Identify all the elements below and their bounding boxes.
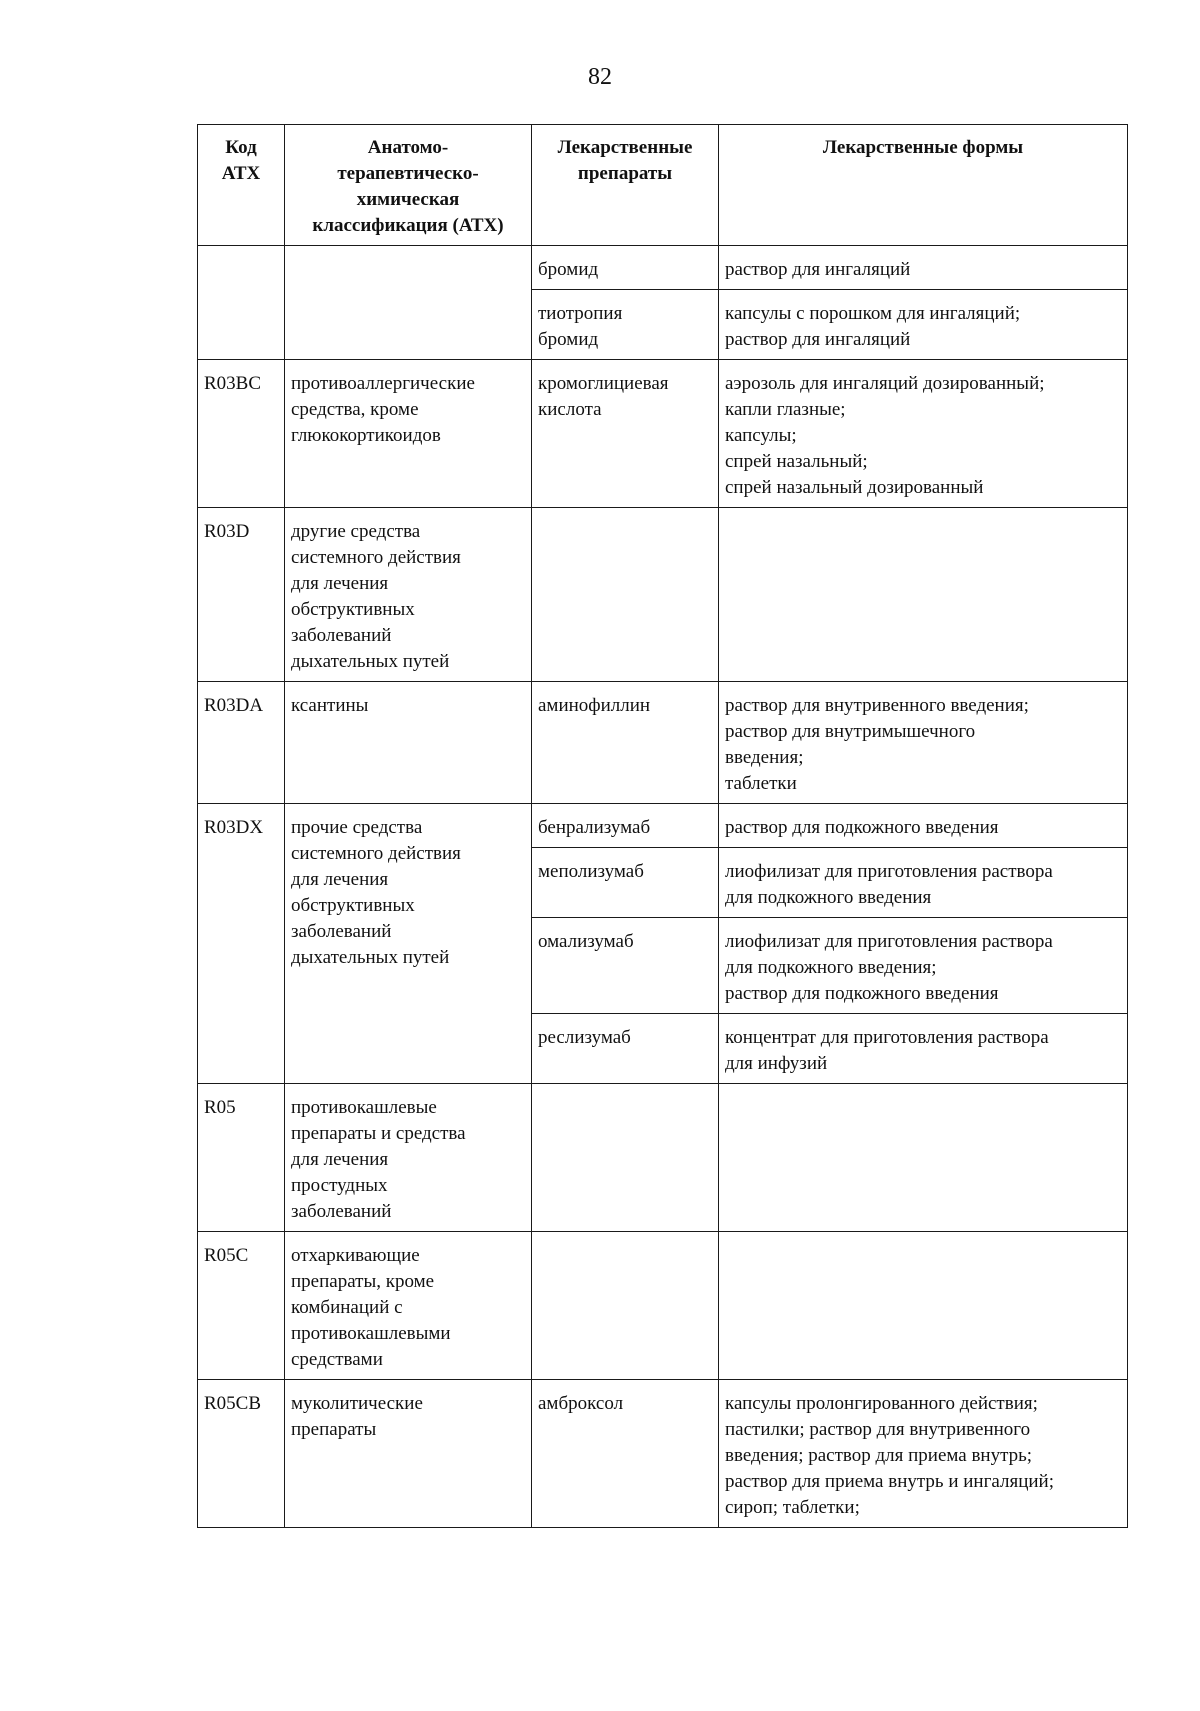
dosage-form-cell: [719, 1232, 1128, 1380]
atx-classification-cell: [285, 1380, 532, 1528]
atx-code-cell-line: R05C: [204, 1245, 249, 1266]
dosage-form-cell-line: капсулы пролонгированного действия;: [725, 1393, 1038, 1414]
dosage-form-cell: [719, 1380, 1128, 1528]
dosage-form-cell-line: лиофилизат для приготовления раствора: [725, 861, 1053, 882]
atx-classification-cell-line: глюкокортикоидов: [291, 425, 441, 446]
atx-classification-cell: [285, 246, 532, 360]
atx-classification-cell-line: муколитические: [291, 1393, 423, 1414]
dosage-form-cell-line: раствор для приема внутрь и ингаляций;: [725, 1471, 1054, 1492]
medicine-cell: [532, 1380, 719, 1528]
atx-classification-cell: [285, 360, 532, 508]
atx-code-cell: [198, 1380, 285, 1528]
dosage-form-cell: [719, 682, 1128, 804]
atx-classification-cell-line: заболеваний: [291, 921, 392, 942]
atx-code-cell-line: R03DA: [204, 695, 264, 716]
dosage-form-cell: [719, 360, 1128, 508]
table-row: [198, 1232, 1128, 1380]
atx-classification-cell: [285, 508, 532, 682]
atx-code-cell: [198, 804, 285, 1084]
header-atx-code-line: Код: [225, 137, 257, 158]
dosage-form-cell-line: раствор для внутривенного введения;: [725, 695, 1029, 716]
atx-code-cell: [198, 682, 285, 804]
table-row: [198, 1380, 1128, 1528]
atx-classification-cell-line: препараты и средства: [291, 1123, 466, 1144]
atx-classification-cell: [285, 1232, 532, 1380]
medicine-cell-line: бромид: [538, 329, 599, 350]
dosage-form-cell-line: введения;: [725, 747, 804, 768]
dosage-form-cell: [719, 1084, 1128, 1232]
dosage-form-cell: [719, 290, 1128, 360]
dosage-form-cell-line: раствор для ингаляций: [725, 259, 911, 280]
atx-classification-cell-line: препараты: [291, 1419, 377, 1440]
table-header: [198, 125, 1128, 246]
header-atx-classification-line: классификация (АТХ): [312, 215, 504, 236]
atx-classification-cell-line: для лечения: [291, 1149, 389, 1170]
atx-code-cell: [198, 508, 285, 682]
atx-classification-cell-line: противокашлевые: [291, 1097, 437, 1118]
atx-classification-cell-line: другие средства: [291, 521, 421, 542]
table-row: [198, 246, 1128, 290]
dosage-form-cell-line: для инфузий: [725, 1053, 828, 1074]
dosage-form-cell-line: пастилки; раствор для внутривенного: [725, 1419, 1031, 1440]
header-row: [198, 125, 1128, 246]
atx-code-cell: [198, 360, 285, 508]
header-atx-classification-line: химическая: [356, 189, 460, 210]
atx-classification-cell-line: заболеваний: [291, 625, 392, 646]
medicine-cell-line: бенрализумаб: [538, 817, 651, 838]
atx-table: [197, 124, 1128, 1528]
header-medicines-line: Лекарственные: [557, 137, 693, 158]
header-atx-code-line: АТХ: [221, 163, 261, 184]
dosage-form-cell-line: раствор для ингаляций: [725, 329, 911, 350]
atx-classification-cell: [285, 1084, 532, 1232]
atx-classification-cell-line: средствами: [291, 1349, 383, 1370]
dosage-form-cell-line: аэрозоль для ингаляций дозированный;: [725, 373, 1045, 394]
medicine-cell: [532, 360, 719, 508]
atx-classification-cell-line: системного действия: [291, 547, 461, 568]
atx-classification-cell-line: для лечения: [291, 869, 389, 890]
atx-classification-cell: [285, 682, 532, 804]
atx-code-cell-line: R03BC: [204, 373, 262, 394]
dosage-form-cell-line: таблетки: [725, 773, 797, 794]
atx-classification-cell-line: дыхательных путей: [291, 947, 450, 968]
medicine-cell-line: аминофиллин: [538, 695, 651, 716]
dosage-form-cell: [719, 918, 1128, 1014]
dosage-form-cell: [719, 246, 1128, 290]
medicine-cell-line: омализумаб: [538, 931, 634, 952]
medicine-cell: [532, 804, 719, 848]
atx-classification-cell-line: простудных: [291, 1175, 388, 1196]
dosage-form-cell: [719, 848, 1128, 918]
atx-classification-cell-line: отхаркивающие: [291, 1245, 420, 1266]
table-row: [198, 360, 1128, 508]
atx-classification-cell-line: для лечения: [291, 573, 389, 594]
dosage-form-cell: [719, 508, 1128, 682]
table-row: [198, 1084, 1128, 1232]
atx-code-cell: [198, 1232, 285, 1380]
atx-classification-cell-line: обструктивных: [291, 895, 415, 916]
atx-classification-cell-line: дыхательных путей: [291, 651, 450, 672]
medicine-cell: [532, 918, 719, 1014]
header-atx-classification-line: терапевтическо-: [337, 163, 479, 184]
medicine-cell-line: кромоглициевая: [538, 373, 669, 394]
atx-classification-cell-line: обструктивных: [291, 599, 415, 620]
header-atx-classification-line: Анатомо-: [367, 137, 449, 158]
table-row: [198, 508, 1128, 682]
medicine-cell: [532, 848, 719, 918]
medicine-cell: [532, 1014, 719, 1084]
medicine-cell: [532, 682, 719, 804]
atx-code-cell-line: R05CB: [204, 1393, 262, 1414]
dosage-form-cell-line: спрей назальный;: [725, 451, 868, 472]
dosage-form-cell-line: капсулы с порошком для ингаляций;: [725, 303, 1021, 324]
atx-classification-cell-line: заболеваний: [291, 1201, 392, 1222]
atx-classification-cell-line: противокашлевыми: [291, 1323, 451, 1344]
medicine-cell: [532, 1232, 719, 1380]
dosage-form-cell-line: сироп; таблетки;: [725, 1497, 860, 1518]
medicine-cell-line: меполизумаб: [538, 861, 644, 882]
atx-classification-cell: [285, 804, 532, 1084]
medicine-cell-line: кислота: [538, 399, 602, 420]
dosage-form-cell-line: для подкожного введения: [725, 887, 932, 908]
atx-code-cell: [198, 246, 285, 360]
atx-classification-cell-line: системного действия: [291, 843, 461, 864]
atx-classification-cell-line: препараты, кроме: [291, 1271, 435, 1292]
table-row: [198, 682, 1128, 804]
dosage-form-cell: [719, 804, 1128, 848]
table-body: [198, 246, 1128, 1528]
atx-classification-cell-line: прочие средства: [291, 817, 423, 838]
table-row: [198, 804, 1128, 848]
dosage-form-cell-line: для подкожного введения;: [725, 957, 937, 978]
medicine-cell: [532, 290, 719, 360]
header-atx-classification: [285, 125, 532, 246]
atx-code-cell: [198, 1084, 285, 1232]
dosage-form-cell-line: раствор для подкожного введения: [725, 817, 999, 838]
atx-code-cell-line: R03D: [204, 521, 250, 542]
atx-classification-cell-line: средства, кроме: [291, 399, 419, 420]
medicine-cell: [532, 1084, 719, 1232]
header-dosage-forms-line: Лекарственные формы: [822, 137, 1024, 158]
atx-code-cell-line: R05: [204, 1097, 236, 1118]
header-atx-code: [198, 125, 285, 246]
dosage-form-cell-line: введения; раствор для приема внутрь;: [725, 1445, 1033, 1466]
header-dosage-forms: [719, 125, 1128, 246]
medicine-cell-line: реслизумаб: [538, 1027, 631, 1048]
medicine-cell: [532, 246, 719, 290]
page-number: 82: [588, 64, 612, 90]
dosage-form-cell-line: капсулы;: [725, 425, 797, 446]
header-medicines-line: препараты: [577, 163, 673, 184]
dosage-form-cell-line: раствор для внутримышечного: [725, 721, 976, 742]
atx-code-cell-line: R03DX: [204, 817, 264, 838]
medicine-cell: [532, 508, 719, 682]
header-medicines: [532, 125, 719, 246]
dosage-form-cell-line: спрей назальный дозированный: [725, 477, 984, 498]
dosage-form-cell-line: лиофилизат для приготовления раствора: [725, 931, 1053, 952]
atx-classification-cell-line: комбинаций с: [291, 1297, 403, 1318]
medicine-cell-line: тиотропия: [538, 303, 623, 324]
medicine-cell-line: бромид: [538, 259, 599, 280]
atx-classification-cell-line: противоаллергические: [291, 373, 475, 394]
dosage-form-cell-line: капли глазные;: [725, 399, 846, 420]
dosage-form-cell-line: концентрат для приготовления раствора: [725, 1027, 1049, 1048]
dosage-form-cell-line: раствор для подкожного введения: [725, 983, 999, 1004]
atx-classification-cell-line: ксантины: [291, 695, 369, 716]
medicine-cell-line: амброксол: [538, 1393, 624, 1414]
dosage-form-cell: [719, 1014, 1128, 1084]
